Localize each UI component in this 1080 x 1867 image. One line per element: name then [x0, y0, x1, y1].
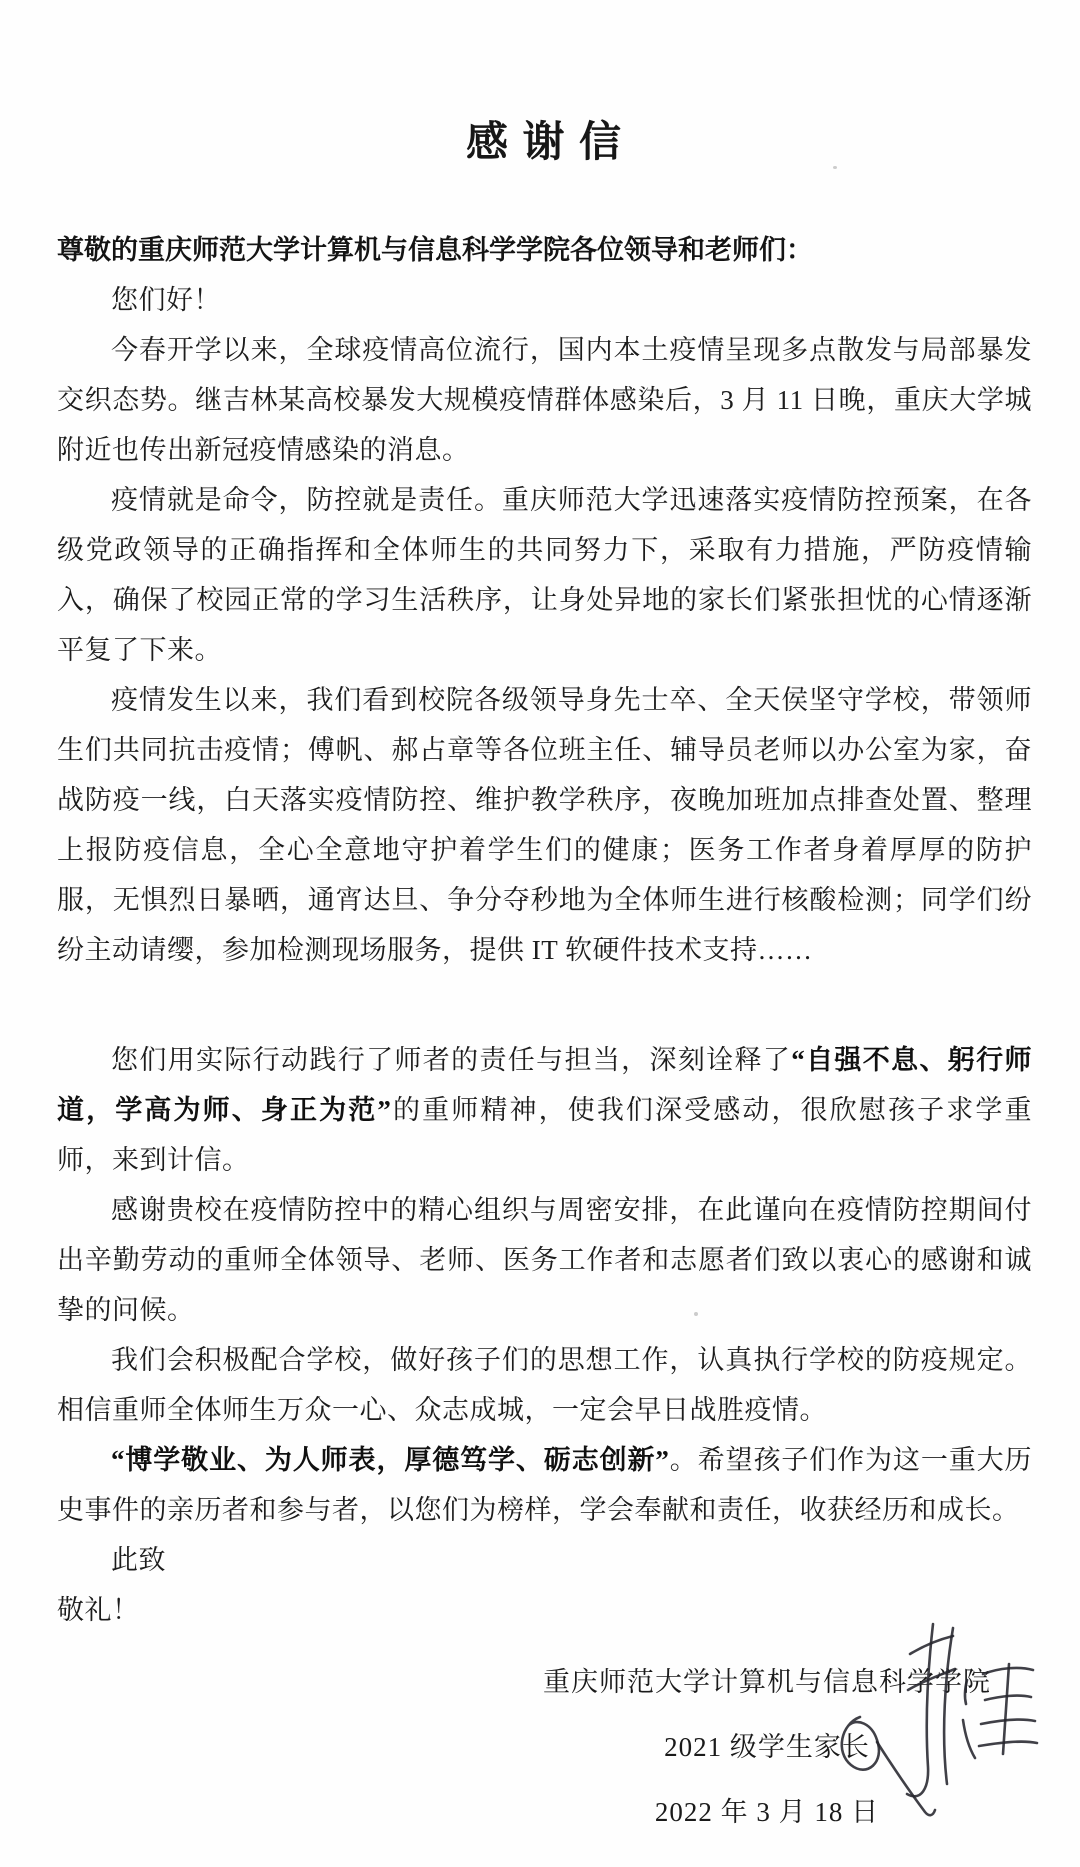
letter-paragraph: 疫情就是命令，防控就是责任。重庆师范大学迅速落实疫情防控预案，在各级党政领导的正确指挥和全体师生的共同努力下，采取有力措施，严防疫情输入，确保了校园正常的学习生活秩序，让身处异地的家长们紧张担忧的心情逐渐平复了下来。: [57, 485, 1032, 665]
scan-speck: [833, 166, 837, 169]
signature-date: 2022 年 3 月 18 日: [654, 1797, 880, 1827]
letter-paragraph: 今春开学以来，全球疫情高位流行，国内本土疫情呈现多点散发与局部暴发交织态势。继吉林某高校暴发大规模疫情群体感染后，3 月 11 日晚，重庆大学城附近也传出新冠疫情感染的消息。: [57, 335, 1032, 465]
scan-speck: [694, 1312, 698, 1316]
signature-block: [537, 1650, 997, 1845]
letter-title: 感 谢 信: [465, 120, 623, 166]
letter-paragraph: 您们好！: [111, 285, 221, 315]
letter-paragraph: 您们用实际行动践行了师者的责任与担当，深刻诠释了“自强不息、躬行师道，学高为师、身正为范”的重师精神，使我们深受感动，很欣慰孩子求学重师，来到计信。: [57, 1045, 1033, 1175]
signature-org: 重庆师范大学计算机与信息科学学院: [543, 1667, 991, 1697]
letter-salutation: 尊敬的重庆师范大学计算机与信息科学学院各位领导和老师们：: [57, 235, 813, 265]
closing-jingli: 敬礼！: [57, 1595, 140, 1625]
letter-paragraph: “博学敬业、为人师表，厚德笃学、砺志创新”。希望孩子们作为这一重大历史事件的亲历者和参与者，以您们为榜样，学会奉献和责任，收获经历和成长。: [57, 1445, 1033, 1525]
letter-body: [57, 275, 1032, 1535]
closing-cizhi: 此致: [111, 1545, 166, 1575]
letter-paragraph: 感谢贵校在疫情防控中的精心组织与周密安排，在此谨向在疫情防控期间付出辛勤劳动的重师全体领导、老师、医务工作者和志愿者们致以衷心的感谢和诚挚的问候。: [57, 1195, 1032, 1325]
letter-paragraph: 疫情发生以来，我们看到校院各级领导身先士卒、全天侯坚守学校，带领师生们共同抗击疫情；傅帆、郝占章等各位班主任、辅导员老师以办公室为家，奋战防疫一线，白天落实疫情防控、维护教学秩序，夜晚加班加点排查处置、整理上报防疫信息，全心全意地守护着学生们的健康；医务工作者身着厚厚的防护服，无惧烈日暴晒，通宵达旦、争分夺秒地为全体师生进行核酸检测；同学们纷纷主动请缨，参加检测现场服务，提供 IT 软硬件技术支持……: [57, 685, 1032, 965]
signature-signer: 2021 级学生家长: [664, 1732, 870, 1762]
letter-paragraph: 我们会积极配合学校，做好孩子们的思想工作，认真执行学校的防疫规定。相信重师全体师生万众一心、众志成城，一定会早日战胜疫情。: [57, 1345, 1032, 1425]
